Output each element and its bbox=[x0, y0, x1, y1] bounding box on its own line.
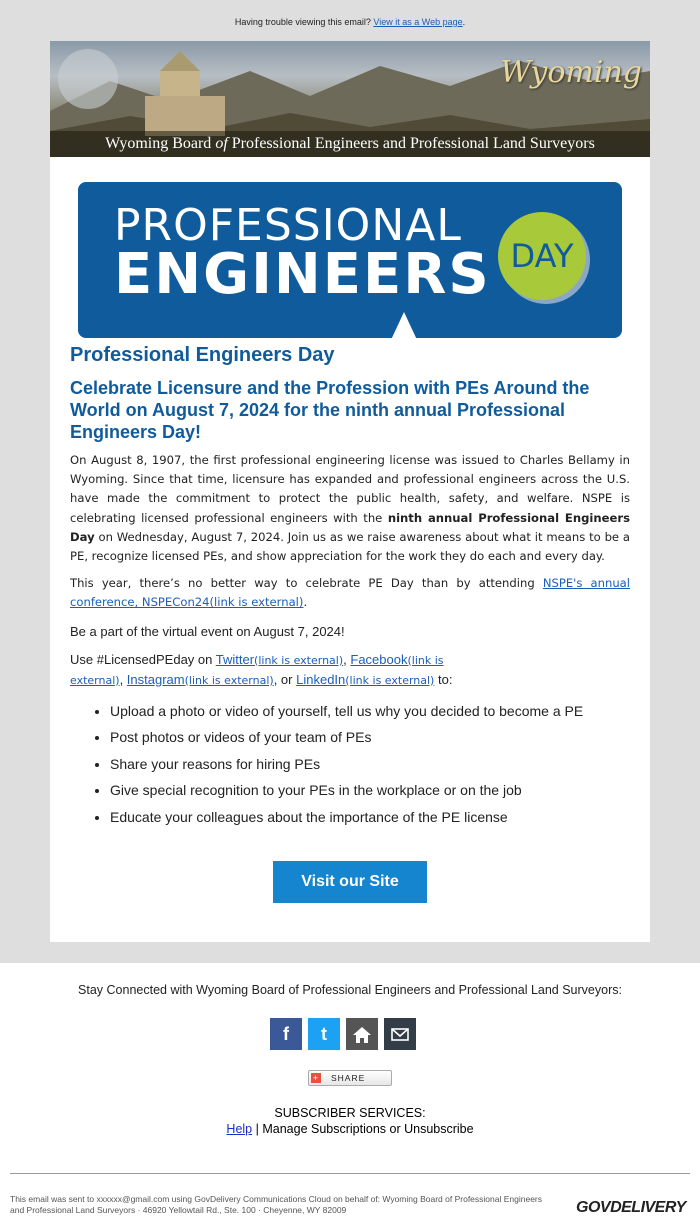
virtual-event-text: Be a part of the virtual event on August 7, 2024! bbox=[70, 623, 345, 639]
article-heading: Professional Engineers Day bbox=[70, 344, 335, 366]
govdelivery-logo: GOVDELIVERY bbox=[576, 1199, 686, 1216]
logo-line-engineers: ENGINEERS bbox=[114, 242, 491, 307]
web-page-link[interactable]: View it as a Web page bbox=[373, 17, 463, 27]
manage-subscriptions-text: Manage Subscriptions or Unsubscribe bbox=[262, 1122, 474, 1136]
article-content bbox=[70, 344, 630, 830]
social-hashtag-paragraph: Use #LicensedPEday on Twitter(link is external), Facebook(link is external), Instagram(link is external), or LinkedIn(link is external) to: bbox=[70, 651, 453, 687]
footer-divider bbox=[10, 1173, 690, 1174]
pe-day-logo bbox=[78, 182, 622, 340]
email-card bbox=[50, 41, 650, 942]
fine-print: This email was sent to xxxxxx@gmail.com using GovDelivery Communications Cloud on behalf of: Wyoming Board of Professional Engineers and Professional Land Surveyors · 46920 Yellowtail Rd., Ste. 100 · Cheyenne, WY 82009 bbox=[10, 1194, 543, 1215]
conference-paragraph: This year, there’s no better way to celebrate PE Day than by attending NSPE's annual conference, NSPECon24(link is external). bbox=[70, 576, 630, 610]
wyoming-script-logo: Wyoming bbox=[500, 55, 642, 90]
plus-icon: + bbox=[312, 1073, 320, 1083]
social-icons bbox=[270, 1018, 422, 1050]
email-icon[interactable] bbox=[384, 1018, 416, 1050]
state-seal-icon bbox=[58, 49, 118, 109]
twitter-icon[interactable]: t bbox=[308, 1018, 340, 1050]
subscriber-services: SUBSCRIBER SERVICES: Help | Manage Subscriptions or Unsubscribe bbox=[0, 1105, 700, 1137]
list-item: • Give special recognition to your PEs in the workplace or on the job bbox=[110, 777, 630, 804]
preheader: Having trouble viewing this email? View it as a Web page. bbox=[234, 17, 466, 27]
instagram-link[interactable]: Instagram(link is external) bbox=[126, 671, 274, 687]
facebook-link[interactable]: Facebook(link is external) bbox=[70, 651, 444, 687]
list-item: • Upload a photo or video of yourself, tell us why you decided to become a PE bbox=[110, 698, 630, 725]
speech-pointer bbox=[390, 312, 418, 342]
help-link[interactable]: Help bbox=[226, 1122, 253, 1136]
preheader-text: Having trouble viewing this email? bbox=[234, 17, 371, 27]
twitter-link[interactable]: Twitter(link is external) bbox=[215, 651, 344, 667]
article-subheading: Celebrate Licensure and the Profession with PEs Around the World on August 7, 2024 for the ninth annual Professional Engineers Day! bbox=[70, 378, 590, 442]
stay-connected-text: Stay Connected with Wyoming Board of Professional Engineers and Professional Land Surveyors: bbox=[78, 983, 622, 997]
intro-paragraph: On August 8, 1907, the first professional engineering license was issued to Charles Bellamy in Wyoming. Since that time, licensure has expanded and professional engineers across the U.S. have made the commitment to protect the public health, safety, and welfare. NSPE is celebrating licensed professional engineers with the ninth annual Professional Engineers Day on Wednesday, August 7, 2024. Join us as we raise awareness about what it means to be a PE, recognize licensed PEs, and show appreciation for the work they do each and every day. bbox=[70, 453, 630, 564]
banner-title: Wyoming Board of Professional Engineers and Professional Land Surveyors bbox=[105, 135, 595, 152]
share-button[interactable]: + SHARE bbox=[308, 1070, 392, 1086]
subscriber-services-title: SUBSCRIBER SERVICES: bbox=[274, 1106, 426, 1120]
visit-site-button[interactable]: Visit our Site bbox=[273, 861, 427, 903]
day-badge: DAY bbox=[498, 212, 586, 300]
list-item: • Share your reasons for hiring PEs bbox=[110, 751, 630, 778]
list-item: • Post photos or videos of your team of PEs bbox=[110, 724, 630, 751]
logo-line-professional: PROFESSIONAL bbox=[114, 200, 462, 251]
facebook-icon[interactable]: f bbox=[270, 1018, 302, 1050]
action-list bbox=[70, 698, 630, 831]
list-item: • Educate your colleagues about the importance of the PE license bbox=[110, 804, 630, 831]
linkedin-link[interactable]: LinkedIn(link is external) bbox=[296, 671, 435, 687]
email-footer bbox=[0, 963, 700, 1226]
home-icon[interactable] bbox=[346, 1018, 378, 1050]
header-banner bbox=[50, 41, 650, 157]
nspecon24-link[interactable]: NSPE's annual conference, NSPECon24(link is external) bbox=[70, 576, 630, 610]
